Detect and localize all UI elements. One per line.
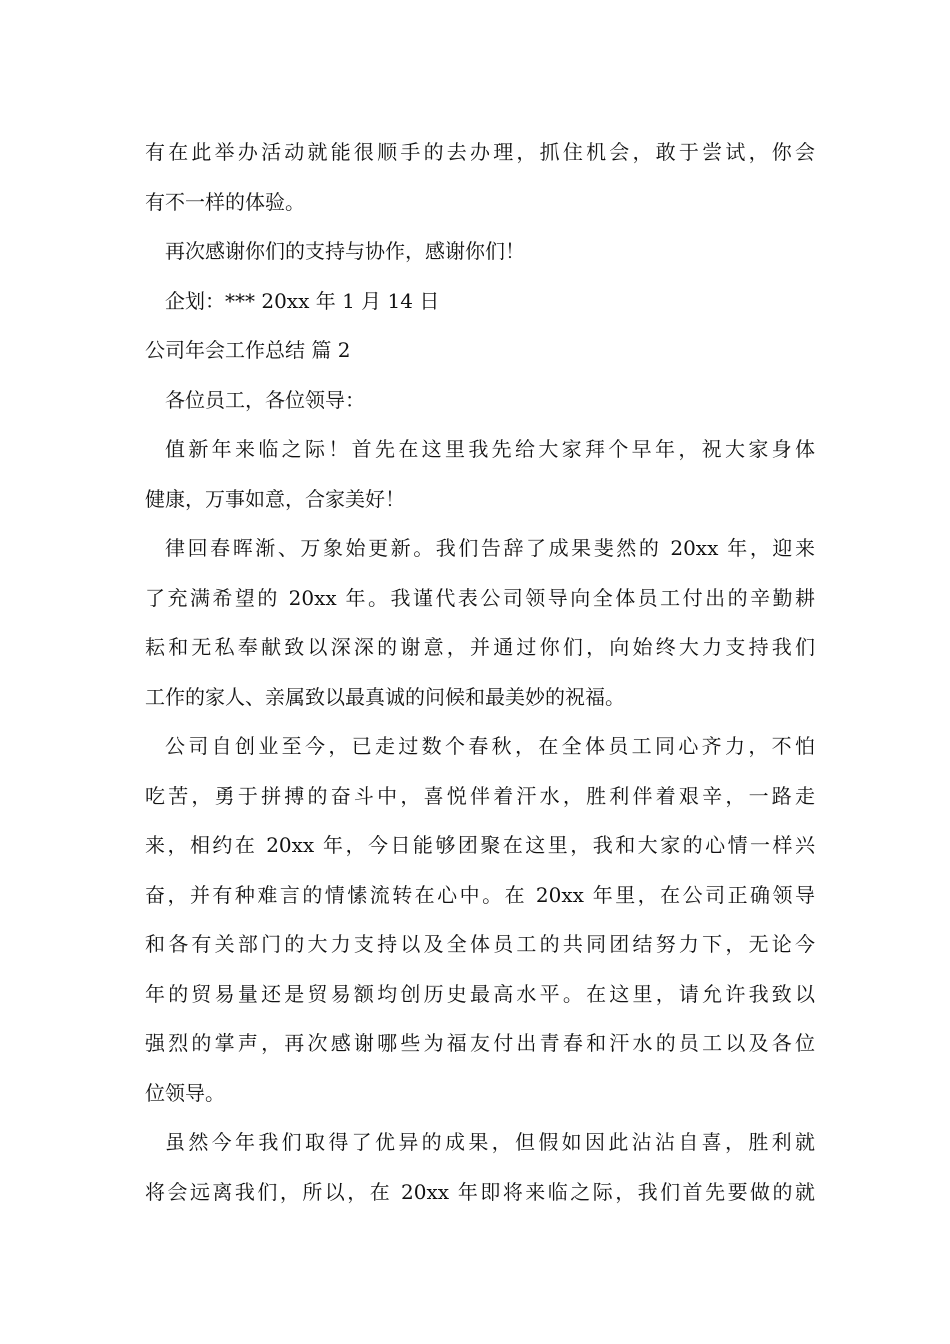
text-line: 健康，万事如意，合家美好！	[145, 486, 405, 511]
text-line: 虽然今年我们取得了优异的成果，但假如因此沾沾自喜，胜利就	[165, 1130, 815, 1154]
text-line: 工作的家人、亲属致以最真诚的问候和最美妙的祝福。	[145, 684, 625, 709]
text-line: 和各有关部门的大力支持以及全体员工的共同团结努力下，无论今	[145, 932, 815, 956]
text-line: 企划：*** 20xx 年 1 月 14 日	[165, 288, 440, 313]
text-line: 强烈的掌声，再次感谢哪些为福友付出青春和汗水的员工以及各位	[145, 1031, 815, 1055]
text-line: 了充满希望的 20xx 年。我谨代表公司领导向全体员工付出的辛勤耕	[145, 585, 815, 610]
text-line: 各位员工，各位领导：	[165, 387, 365, 412]
text-line: 吃苦，勇于拼搏的奋斗中，喜悦伴着汗水，胜利伴着艰辛，一路走	[145, 783, 815, 808]
document-body	[145, 128, 815, 1217]
text-line: 耘和无私奉献致以深深的谢意，并通过你们，向始终大力支持我们	[145, 635, 815, 659]
text-line: 有在此举办活动就能很顺手的去办理，抓住机会，敢于尝试，你会	[145, 140, 815, 164]
text-line: 值新年来临之际！首先在这里我先给大家拜个早年，祝大家身体	[165, 437, 815, 461]
text-line: 有不一样的体验。	[145, 189, 305, 214]
text-line: 再次感谢你们的支持与协作，感谢你们！	[165, 239, 525, 263]
text-line: 位领导。	[145, 1080, 225, 1105]
text-line: 将会远离我们，所以，在 20xx 年即将来临之际，我们首先要做的就	[145, 1179, 815, 1204]
text-line: 公司自创业至今，已走过数个春秋，在全体员工同心齐力，不怕	[165, 734, 815, 758]
text-line: 来，相约在 20xx 年，今日能够团聚在这里，我和大家的心情一样兴	[145, 833, 815, 857]
text-line: 公司年会工作总结 篇 2	[145, 338, 351, 362]
text-line: 律回春晖渐、万象始更新。我们告辞了成果斐然的 20xx 年，迎来	[165, 536, 815, 560]
text-line: 年的贸易量还是贸易额均创历史最高水平。在这里，请允许我致以	[145, 981, 815, 1006]
text-line: 奋，并有种难言的情愫流转在心中。在 20xx 年里，在公司正确领导	[145, 882, 815, 907]
